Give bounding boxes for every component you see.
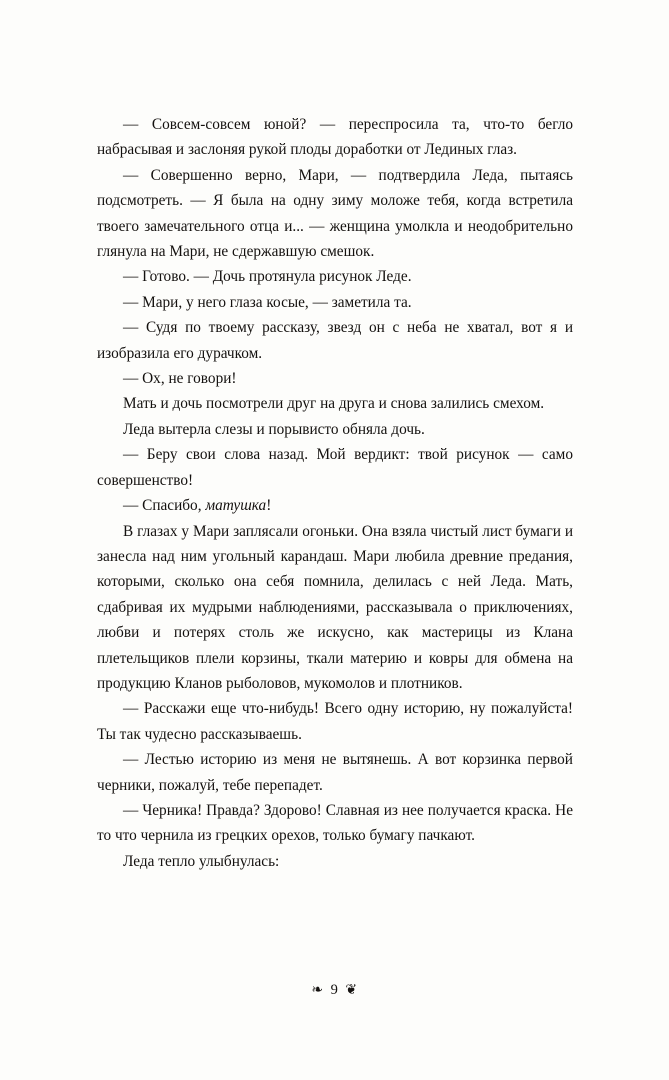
italic-word: матушка — [205, 497, 267, 515]
ornament-left-icon: ❧ — [311, 982, 324, 998]
paragraph: — Ох, не говори! — [123, 370, 237, 388]
dialogue-lead: — Спасибо, — [123, 497, 206, 515]
paragraph: — Готово. — Дочь протянула рисунок Леде. — [123, 268, 412, 286]
dialogue-tail: ! — [266, 497, 272, 515]
paragraph: — Черника! Правда? Здорово! Славная из нее получается краска. Не то что чернила из грецких орехов, только бумагу пачкают. — [97, 801, 573, 845]
page-footer — [0, 982, 669, 999]
ornament-right-icon: ❦ — [345, 982, 358, 998]
paragraph: Леда тепло улыбнулась: — [123, 852, 280, 870]
paragraph: — Расскажи еще что-нибудь! Всего одну историю, ну пожалуйста! Ты так чудесно рассказываешь. — [97, 700, 573, 743]
paragraph: — Мари, у него глаза косые, — заметила та. — [123, 293, 412, 311]
body-text — [97, 112, 573, 874]
paragraph: — Совсем-совсем юной? — переспросила та, что-то бегло набрасывая и заслоняя рукой плоды доработки от Лединых глаз. — [97, 116, 573, 159]
paragraph: Леда вытерла слезы и порывисто обняла дочь. — [123, 420, 425, 438]
paragraph: — Судя по твоему рассказу, звезд он с неба не хватал, вот я и изобразила его дурачком. — [97, 319, 573, 362]
paragraph: Мать и дочь посмотрели друг на друга и снова залились смехом. — [123, 395, 545, 413]
paragraph: — Совершенно верно, Мари, — подтвердила Леда, пытаясь подсмотреть. — Я была на одну зиму моложе тебя, когда встретила твоего замечательного отца и... — женщина умолкла и неодобрительно глянула на Мари, не сдержавшую смешок. — [97, 166, 573, 261]
paragraph: — Беру свои слова назад. Мой вердикт: твой рисунок — само совершенство! — [97, 446, 573, 489]
paragraph: — Лестью историю из меня не вытянешь. А вот корзинка первой черники, пожалуй, тебе перепадет. — [97, 751, 573, 794]
paragraph-with-italic — [97, 493, 573, 518]
paragraph: В глазах у Мари заплясали огоньки. Она взяла чистый лист бумаги и занесла над ним угольный карандаш. Мари любила древние предания, которыми, сколько она себя помнила, делилась с ней Леда. Мать, сдабривая их мудрыми наблюдениями, рассказывала о приключениях, любви и потерях столь же искусно, как мастерицы из Клана плетельщиков плели корзины, ткали материю и ковры для обмена на продукцию Кланов рыболовов, мукомолов и плотников. — [97, 522, 573, 692]
page-number: 9 — [330, 982, 339, 998]
